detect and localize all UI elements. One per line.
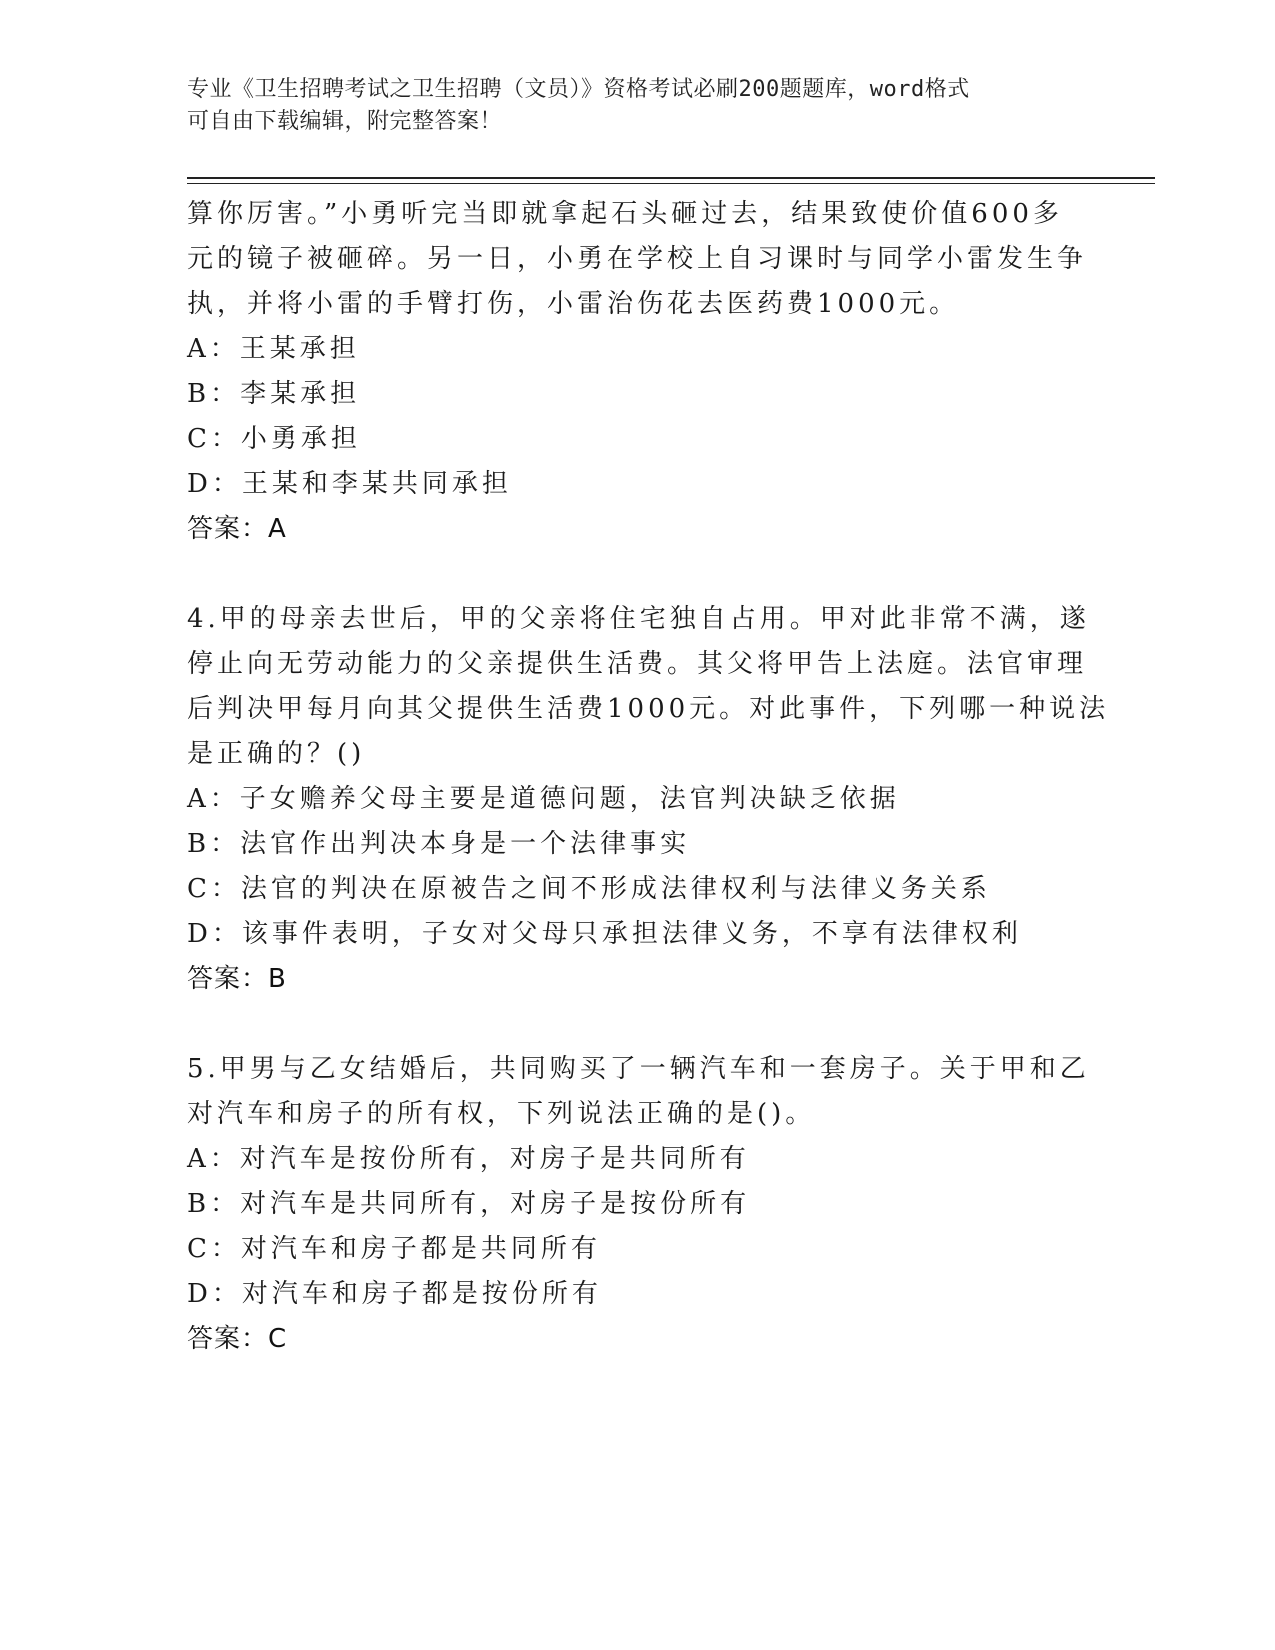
question-text-line: 5.甲男与乙女结婚后，共同购买了一辆汽车和一套房子。关于甲和乙	[187, 1054, 1090, 1084]
header-divider-thin	[187, 183, 1155, 184]
question-3-continuation	[187, 192, 1087, 552]
header-divider-thick	[187, 177, 1155, 179]
question-text-line: 元的镜子被砸碎。另一日，小勇在学校上自习课时与同学小雷发生争	[187, 244, 1088, 274]
option-c: C：对汽车和房子都是共同所有	[187, 1234, 601, 1264]
answer-label: 答案：B	[187, 964, 287, 994]
option-a: A：子女赡养父母主要是道德问题，法官判决缺乏依据	[187, 784, 900, 814]
spacer	[187, 1002, 1087, 1047]
question-4	[187, 597, 1110, 1002]
question-text-line: 执，并将小雷的手臂打伤，小雷治伤花去医药费1000元。	[187, 289, 960, 319]
question-5	[187, 1047, 1090, 1362]
question-text-line: 停止向无劳动能力的父亲提供生活费。其父将甲告上法庭。法官审理	[187, 649, 1088, 679]
option-b: B：李某承担	[187, 379, 361, 409]
option-d: D：对汽车和房子都是按份所有	[187, 1279, 602, 1309]
option-d: D：该事件表明，子女对父母只承担法律义务，不享有法律权利	[187, 919, 1022, 949]
answer-label: 答案：C	[187, 1324, 288, 1354]
header-line-2: 可自由下载编辑，附完整答案！	[187, 109, 503, 134]
answer-label: 答案：A	[187, 514, 287, 544]
option-b: B：法官作出判决本身是一个法律事实	[187, 829, 691, 859]
option-c: C：小勇承担	[187, 424, 361, 454]
option-a: A：对汽车是按份所有，对房子是共同所有	[187, 1144, 750, 1174]
option-c: C：法官的判决在原被告之间不形成法律权利与法律义务关系	[187, 874, 991, 904]
option-a: A：王某承担	[187, 334, 360, 364]
question-text-line: 后判决甲每月向其父提供生活费1000元。对此事件，下列哪一种说法	[187, 694, 1110, 724]
header-line-1: 专业《卫生招聘考试之卫生招聘（文员）》资格考试必刷200题题库，word格式	[187, 77, 970, 102]
question-text-line: 4.甲的母亲去世后，甲的父亲将住宅独自占用。甲对此非常不满，遂	[187, 604, 1090, 634]
question-text-line: 算你厉害。”小勇听完当即就拿起石头砸过去，结果致使价值600多	[187, 199, 1063, 229]
spacer	[187, 552, 1087, 597]
question-text-line: 是正确的？()	[187, 739, 366, 769]
option-d: D：王某和李某共同承担	[187, 469, 512, 499]
option-b: B：对汽车是共同所有，对房子是按份所有	[187, 1189, 751, 1219]
question-text-line: 对汽车和房子的所有权，下列说法正确的是()。	[187, 1099, 816, 1129]
document-body	[187, 192, 1110, 1362]
document-header	[187, 74, 1087, 138]
